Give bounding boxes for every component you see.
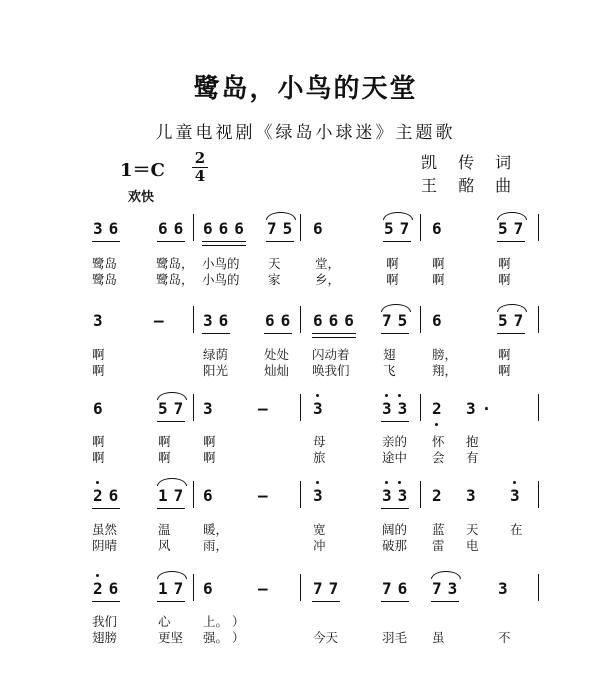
barline [193, 306, 194, 333]
note-group: 6 [203, 486, 219, 505]
note-group: 6 [93, 399, 109, 418]
barline [538, 574, 539, 601]
lyric-verse2: 更坚 [158, 630, 184, 645]
note-group: 3 [203, 399, 219, 418]
underline [157, 421, 185, 422]
lyric-verse1: 绿荫 [203, 347, 229, 362]
slur [157, 478, 187, 486]
underline [431, 601, 459, 602]
lyric-verse1: 温 [158, 522, 171, 537]
note-group: — [258, 399, 274, 418]
lyric-verse2: ） [232, 630, 245, 645]
underline [381, 421, 409, 422]
lyric-verse1: 蓝 [432, 522, 445, 537]
composer-credit: 王 酩 曲 [421, 176, 520, 195]
lyric-verse1: 啊 [92, 347, 105, 362]
barline [300, 574, 301, 601]
song-subtitle: 儿童电视剧《绿岛小球迷》主题歌 [155, 123, 456, 143]
lyric-verse1: 啊 [203, 434, 216, 449]
high-octave-dot [398, 481, 401, 484]
underline [381, 508, 409, 509]
note-group: 26 [93, 579, 125, 598]
note-group: 26 [93, 486, 125, 505]
lyric-verse2: 啊 [432, 272, 445, 287]
slur [497, 304, 527, 312]
high-octave-dot [316, 481, 319, 484]
underline [157, 508, 185, 509]
note-group: — [258, 579, 274, 598]
lyric-verse2: 旅 [313, 450, 326, 465]
barline [538, 214, 539, 241]
lyric-verse2: 雷 [432, 538, 445, 553]
underline [312, 601, 340, 602]
note-group: 6 [432, 219, 448, 238]
lyric-verse2: 鹭岛， [156, 272, 194, 287]
lyric-verse2: 不 [498, 630, 511, 645]
lyric-verse2: 今天 [313, 630, 339, 645]
slur [431, 571, 461, 579]
note-group: 3 [510, 486, 526, 505]
note-group: 3 [313, 486, 329, 505]
high-octave-dot [316, 394, 319, 397]
time-signature-top: 2 [194, 149, 206, 167]
lyric-verse1: 阔的 [382, 522, 408, 537]
key-signature: 1＝C [120, 160, 165, 181]
slur [383, 212, 413, 220]
time-signature [192, 150, 208, 185]
lyric-verse2: 风 [158, 538, 171, 553]
time-signature-bottom: 4 [194, 167, 206, 185]
lyric-verse2: 啊 [498, 272, 511, 287]
note-group: 66 [158, 219, 190, 238]
underline [92, 508, 120, 509]
note-group: 6 [313, 219, 329, 238]
lyric-verse2: 乡， [315, 272, 341, 287]
lyric-verse1: 亲的 [382, 434, 408, 449]
underline [202, 245, 246, 246]
lyric-verse2: 羽毛 [382, 630, 408, 645]
note-group: 3 [498, 579, 514, 598]
barline [300, 481, 301, 508]
barline [300, 306, 301, 333]
lyric-verse1: 心 [158, 614, 171, 629]
underline [497, 333, 525, 334]
lyric-verse2: 啊 [498, 363, 511, 378]
lyric-verse2: 翅膀 [92, 630, 118, 645]
slur [497, 212, 527, 220]
slur [157, 392, 187, 400]
barline [193, 394, 194, 421]
lyric-verse1: 啊 [158, 434, 171, 449]
tempo-marking: 欢快 [128, 190, 155, 205]
underline [202, 241, 246, 242]
barline [193, 574, 194, 601]
note-group: 75 [382, 311, 414, 330]
lyric-verse1: 啊 [432, 256, 445, 271]
underline [383, 241, 411, 242]
note-group: 2 [432, 486, 448, 505]
lyric-verse1: 小鸟的 [202, 256, 240, 271]
lyric-verse2: 强。 [203, 630, 229, 645]
high-octave-dot [513, 481, 516, 484]
barline [538, 394, 539, 421]
underline [157, 601, 185, 602]
song-title: 鹭岛，小鸟的天堂 [193, 74, 418, 104]
lyric-verse2: 破那 [382, 538, 408, 553]
lyric-verse1: 膀， [432, 347, 458, 362]
note-group: 33 [382, 486, 414, 505]
note-group: 3 [313, 399, 329, 418]
lyric-verse2: 雨， [203, 538, 229, 553]
note-group: 57 [158, 399, 190, 418]
lyric-verse2: 啊 [386, 272, 399, 287]
note-group: 36 [93, 219, 125, 238]
lyric-verse1: 天 [268, 256, 281, 271]
note-group: 2 [432, 399, 448, 418]
note-group: 57 [498, 219, 530, 238]
underline [312, 337, 356, 338]
lyric-verse1: 啊 [498, 347, 511, 362]
note-group: 6 [432, 311, 448, 330]
note-group: 3 [93, 311, 109, 330]
lyric-verse1: 怀 [432, 434, 445, 449]
lyric-verse2: 啊 [92, 363, 105, 378]
lyric-verse2: 灿灿 [264, 363, 290, 378]
note-group: 77 [313, 579, 345, 598]
barline [193, 214, 194, 241]
lyric-verse1: 翅 [383, 347, 396, 362]
note-group: 57 [498, 311, 530, 330]
underline [92, 601, 120, 602]
note-group: 76 [382, 579, 414, 598]
lyric-verse2: 电 [466, 538, 479, 553]
slur [266, 212, 296, 220]
lyric-verse2: 鹭岛 [92, 272, 118, 287]
note-group: 3· [466, 399, 498, 418]
barline [538, 306, 539, 333]
underline [312, 333, 356, 334]
underline [92, 241, 120, 242]
lyric-verse2: 家 [268, 272, 281, 287]
lyric-verse2: 会 [432, 450, 445, 465]
note-group: 66 [265, 311, 297, 330]
underline [264, 333, 292, 334]
lyric-verse2: 有 [466, 450, 479, 465]
underline [497, 241, 525, 242]
lyric-verse1: 在 [510, 522, 523, 537]
note-group: — [154, 311, 170, 330]
lyric-verse2: 翔， [432, 363, 458, 378]
lyric-verse2: 冲 [313, 538, 326, 553]
lyric-verse2: 阳光 [203, 363, 229, 378]
barline [193, 481, 194, 508]
barline [420, 214, 421, 241]
lyricist-credit: 凯 传 词 [421, 153, 520, 172]
lyric-verse1: 啊 [498, 256, 511, 271]
lyric-verse2: 啊 [158, 450, 171, 465]
lyric-verse1: 抱 [466, 434, 479, 449]
lyric-verse2: 小鸟的 [202, 272, 240, 287]
lyric-verse1: 虽然 [92, 522, 118, 537]
barline [420, 481, 421, 508]
note-group: 6 [203, 579, 219, 598]
lyric-verse1: 鹭岛 [92, 256, 118, 271]
lyric-verse2: 途中 [382, 450, 408, 465]
high-octave-dot [398, 394, 401, 397]
lyric-verse2: 啊 [203, 450, 216, 465]
lyric-verse1: ） [232, 614, 245, 629]
lyric-verse2: 啊 [92, 450, 105, 465]
slur [157, 571, 187, 579]
note-group: 666 [313, 311, 360, 330]
underline [381, 601, 409, 602]
lyric-verse2: 虽 [432, 630, 445, 645]
note-group: 33 [382, 399, 414, 418]
lyric-verse1: 我们 [92, 614, 118, 629]
underline [266, 241, 294, 242]
note-group: 75 [267, 219, 299, 238]
note-group: 36 [203, 311, 235, 330]
lyric-verse2: 飞 [383, 363, 396, 378]
note-group: 57 [384, 219, 416, 238]
lyric-verse1: 处处 [264, 347, 290, 362]
note-group: 17 [158, 486, 190, 505]
lyric-verse1: 啊 [92, 434, 105, 449]
lyric-verse1: 宽 [313, 522, 326, 537]
note-group: 666 [203, 219, 250, 238]
note-group: — [258, 486, 274, 505]
note-group: 17 [158, 579, 190, 598]
underline [202, 333, 230, 334]
lyric-verse1: 闪动着 [312, 347, 350, 362]
barline [420, 394, 421, 421]
barline [538, 481, 539, 508]
low-octave-dot [435, 423, 438, 426]
underline [157, 241, 185, 242]
high-octave-dot [385, 394, 388, 397]
lyric-verse2: 阴晴 [92, 538, 118, 553]
high-octave-dot [96, 481, 99, 484]
barline [420, 306, 421, 333]
slur [381, 304, 411, 312]
note-group: 3 [466, 486, 482, 505]
lyric-verse2: 唤我们 [312, 363, 350, 378]
high-octave-dot [385, 481, 388, 484]
lyric-verse1: 暖， [203, 522, 229, 537]
lyric-verse1: 天 [466, 522, 479, 537]
lyric-verse1: 母 [313, 434, 326, 449]
lyric-verse1: 啊 [386, 256, 399, 271]
barline [300, 394, 301, 421]
lyric-verse1: 上。 [203, 614, 229, 629]
lyric-verse1: 堂， [315, 256, 341, 271]
underline [381, 333, 409, 334]
lyric-verse1: 鹭岛， [156, 256, 194, 271]
note-group: 73 [432, 579, 464, 598]
high-octave-dot [96, 574, 99, 577]
barline [300, 214, 301, 241]
